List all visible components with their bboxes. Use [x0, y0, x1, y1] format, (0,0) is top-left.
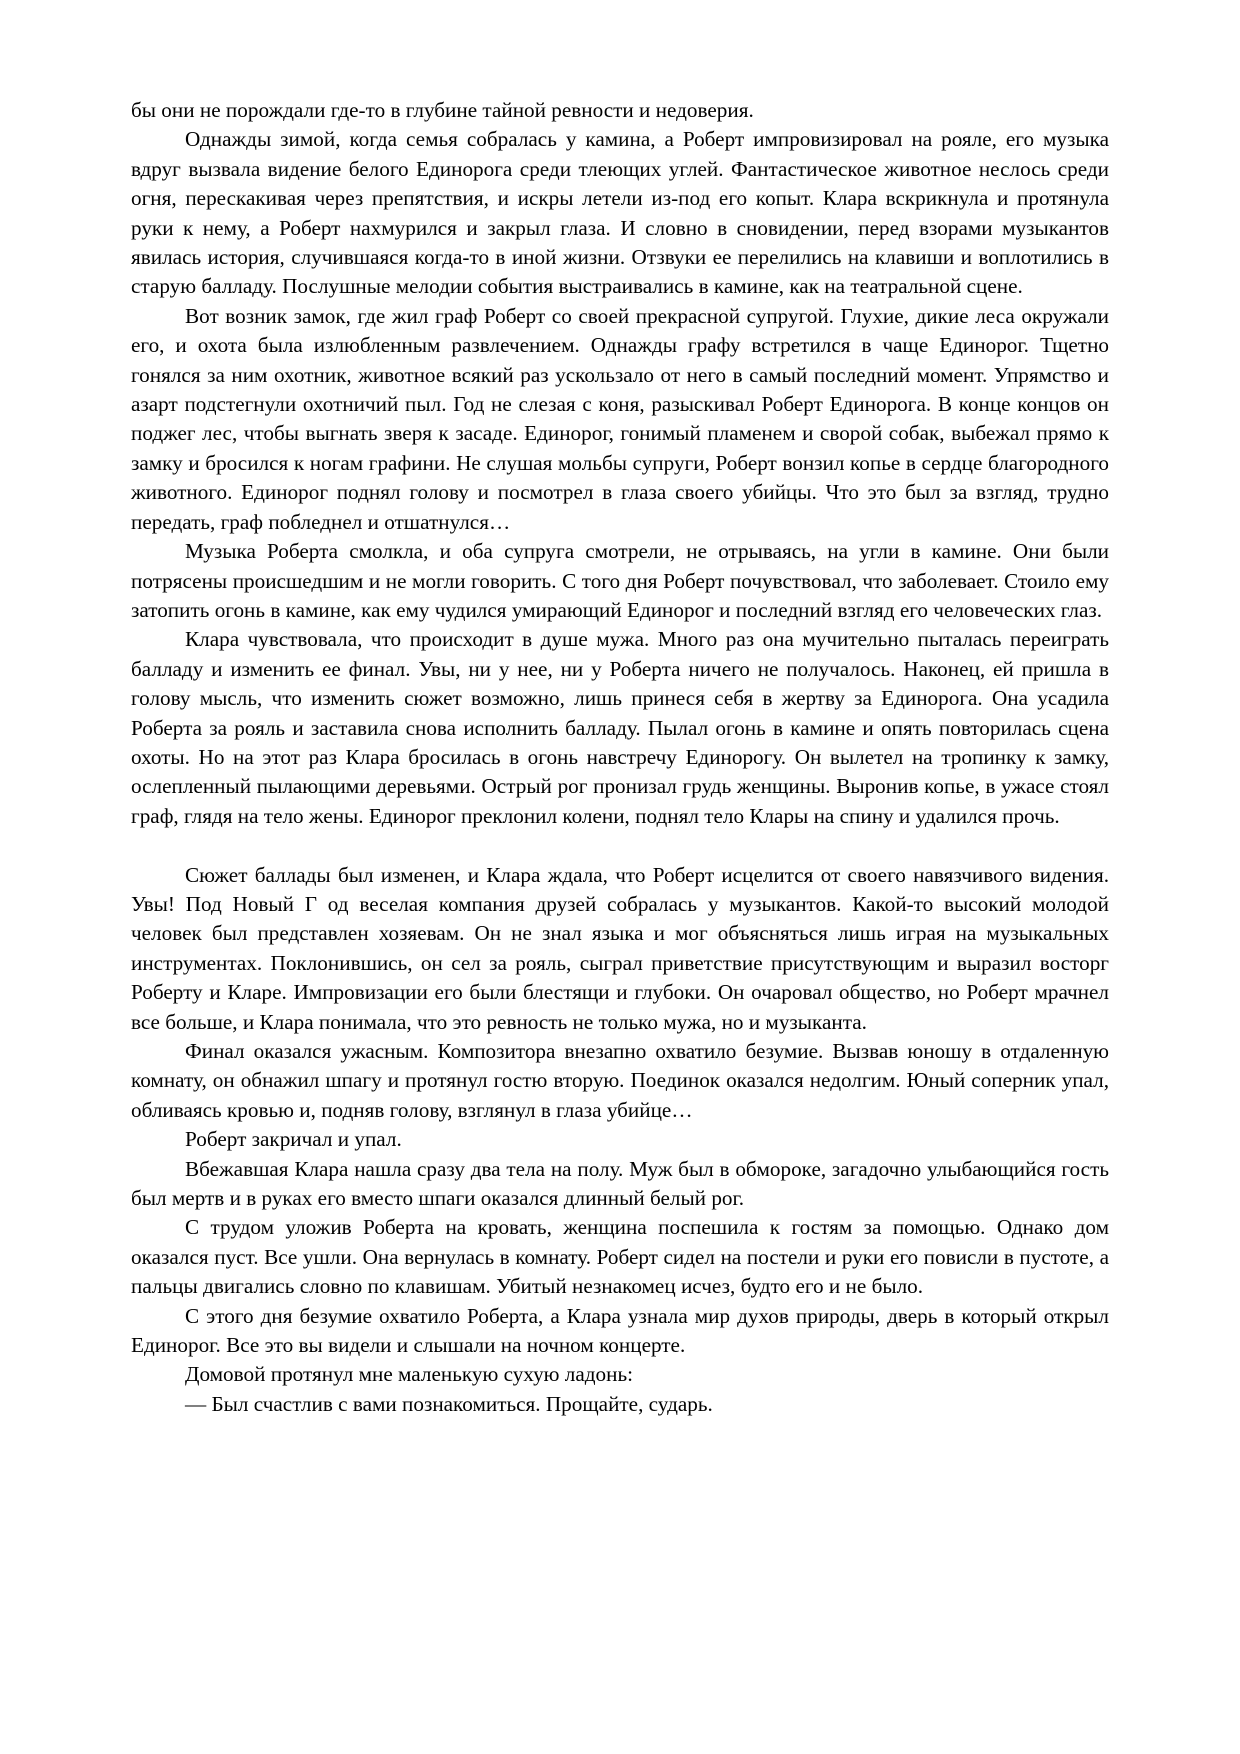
paragraph: Музыка Роберта смолкла, и оба супруга смотрели, не отрываясь, на угли в камине. Они были потрясены происшедшим и не могли говорить. С того дня Роберт почувствовал, что заболевает. Стоило ему затопить огонь в камине, как ему чудился умирающий Единорог и последний взгляд его человеческих глаз.	[131, 539, 1109, 622]
paragraph: Клара чувствовала, что происходит в душе мужа. Много раз она мучительно пыталась переиграть балладу и изменить ее финал. Увы, ни у нее, ни у Роберта ничего не получалось. Наконец, ей пришла в голову мысль, что изменить сюжет возможно, лишь принеся себя в жертву за Единорога. Она усадила Роберта за рояль и заставила снова исполнить балладу. Пылал огонь в камине и опять повторилась сцена охоты. Но на этот раз Клара бросилась в огонь навстречу Единорогу. Он вылетел на тропинку к замку, ослепленный пылающими деревьями. Острый рог пронизал грудь женщины. Выронив копье, в ужасе стоял граф, глядя на тело жены. Единорог преклонил колени, поднял тело Клары на спину и удалился прочь.	[131, 627, 1109, 828]
paragraph: Вот возник замок, где жил граф Роберт со своей прекрасной супругой. Глухие, дикие леса окружали его, и охота была излюбленным развлечением. Однажды графу встретился в чаще Единорог. Тщетно гонялся за ним охотник, животное всякий раз ускользало от него в самый последний момент. Упрямство и азарт подстегнули охотничий пыл. Год не слезая с коня, разыскивал Роберт Единорога. В конце концов он поджег лес, чтобы выгнать зверя к засаде. Единорог, гонимый пламенем и сворой собак, выбежал прямо к замку и бросился к ногам графини. Не слушая мольбы супруги, Роберт вонзил копье в сердце благородного животного. Единорог поднял голову и посмотрел в глаза своего убийцы. Что это был за взгляд, трудно передать, граф побледнел и отшатнулся…	[131, 303, 1109, 534]
paragraph: С этого дня безумие охватило Роберта, а Клара узнала мир духов природы, дверь в который открыл Единорог. Все это вы видели и слышали на ночном концерте.	[131, 1303, 1109, 1358]
paragraph: Домовой протянул мне маленькую сухую ладонь:	[185, 1362, 634, 1387]
body-text-column	[131, 96, 1109, 1419]
paragraph: С трудом уложив Роберта на кровать, женщина поспешила к гостям за помощью. Однако дом оказался пуст. Все ушли. Она вернулась в комнату. Роберт сидел на постели и руки его повисли в пустоте, а пальцы двигались словно по клавишам. Убитый незнакомец исчез, будто его и не было.	[131, 1215, 1109, 1299]
paragraph: Роберт закричал и упал.	[185, 1127, 402, 1152]
paragraph-continuation: бы они не порождали где-то в глубине тайной ревности и недоверия.	[131, 98, 754, 122]
paragraph: Вбежавшая Клара нашла сразу два тела на полу. Муж был в обмороке, загадочно улыбающийся гость был мертв и в руках его вместо шпаги оказался длинный белый рог.	[131, 1156, 1109, 1211]
blank-line-separator	[131, 831, 1109, 860]
paragraph: Сюжет баллады был изменен, и Клара ждала, что Роберт исцелится от своего навязчивого видения. Увы! Под Новый Г од веселая компания друзей собралась у музыкантов. Какой-то высокий молодой человек был представлен хозяевам. Он не знал языка и мог объясняться лишь играя на музыкальных инструментах. Поклонившись, он сел за рояль, сыграл приветствие присутствующим и выразил восторг Роберту и Кларе. Импровизации его были блестящи и глубоки. Он очаровал общество, но Роберт мрачнел все больше, и Клара понимала, что это ревность не только мужа, но и музыканта.	[131, 862, 1109, 1034]
paragraph: Финал оказался ужасным. Композитора внезапно охватило безумие. Вызвав юношу в отдаленную комнату, он обнажил шпагу и протянул гостю вторую. Поединок оказался недолгим. Юный соперник упал, обливаясь кровью и, подняв голову, взглянул в глаза убийце…	[131, 1038, 1109, 1122]
paragraph-dialogue: — Был счастлив с вами познакомиться. Прощайте, сударь.	[185, 1391, 713, 1416]
paragraph: Однажды зимой, когда семья собралась у камина, а Роберт импровизировал на рояле, его музыка вдруг вызвала видение белого Единорога среди тлеющих углей. Фантастическое животное неслось среди огня, перескакивая через препятствия, и искры летели из-под его копыт. Клара вскрикнула и протянула руки к нему, а Роберт нахмурился и закрыл глаза. И словно в сновидении, перед взорами музыкантов явилась история, случившаяся когда-то в иной жизни. Отзвуки ее перелились на клавиши и воплотились в старую балладу. Послушные мелодии события выстраивались в камине, как на театральной сцене.	[131, 127, 1109, 299]
